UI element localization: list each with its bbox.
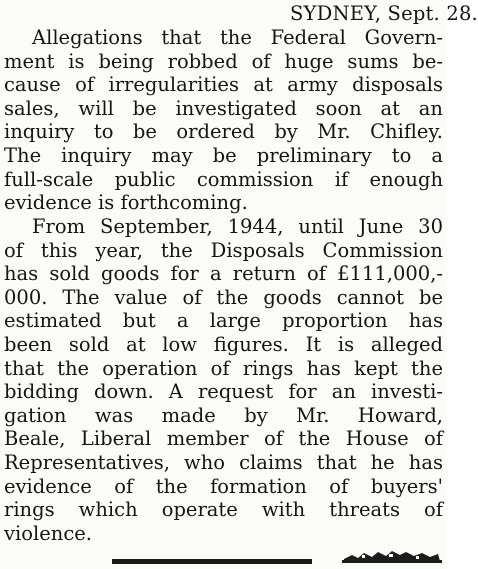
text-line: inquiry to be ordered by Mr. Chifley. <box>4 120 443 144</box>
text-line: violence. <box>4 521 92 545</box>
text-line: estimated but a large proportion has <box>4 309 443 333</box>
text-line: full-scale public commission if enough <box>4 167 443 191</box>
text-line: evidence is forthcoming. <box>4 191 248 215</box>
text-line: From September, 1944, until June 30 <box>32 215 443 238</box>
text-line: Allegations that the Federal Govern- <box>32 26 443 49</box>
text-line: cause of irregularities at army disposals <box>4 73 443 97</box>
print-smudge <box>342 548 442 562</box>
text-line: ment is being robbed of huge sums be- <box>4 49 443 73</box>
text-line: 000. The value of the goods cannot be <box>4 285 443 309</box>
text-line: has sold goods for a return of £111,000,- <box>4 262 443 286</box>
text-line: sales, will be investigated soon at an <box>4 96 443 120</box>
text-line: Representatives, who claims that he has <box>4 451 443 474</box>
text-line: Beale, Liberal member of the House of <box>4 427 443 451</box>
text-line: rings which operate with threats of <box>4 498 443 522</box>
text-line: been sold at low figures. It is alleged <box>4 333 443 356</box>
text-line: The inquiry may be preliminary to a <box>4 144 443 167</box>
dateline: SYDNEY, Sept. 28. <box>290 2 478 25</box>
text-line: evidence of the formation of buyers' <box>4 474 443 498</box>
text-line: of this year, the Disposals Commission <box>4 238 443 262</box>
column-rule <box>112 559 312 564</box>
text-line: bidding down. A request for an investi- <box>4 380 443 404</box>
text-line: that the operation of rings has kept the <box>4 356 443 380</box>
text-line: gation was made by Mr. Howard, <box>4 403 443 427</box>
